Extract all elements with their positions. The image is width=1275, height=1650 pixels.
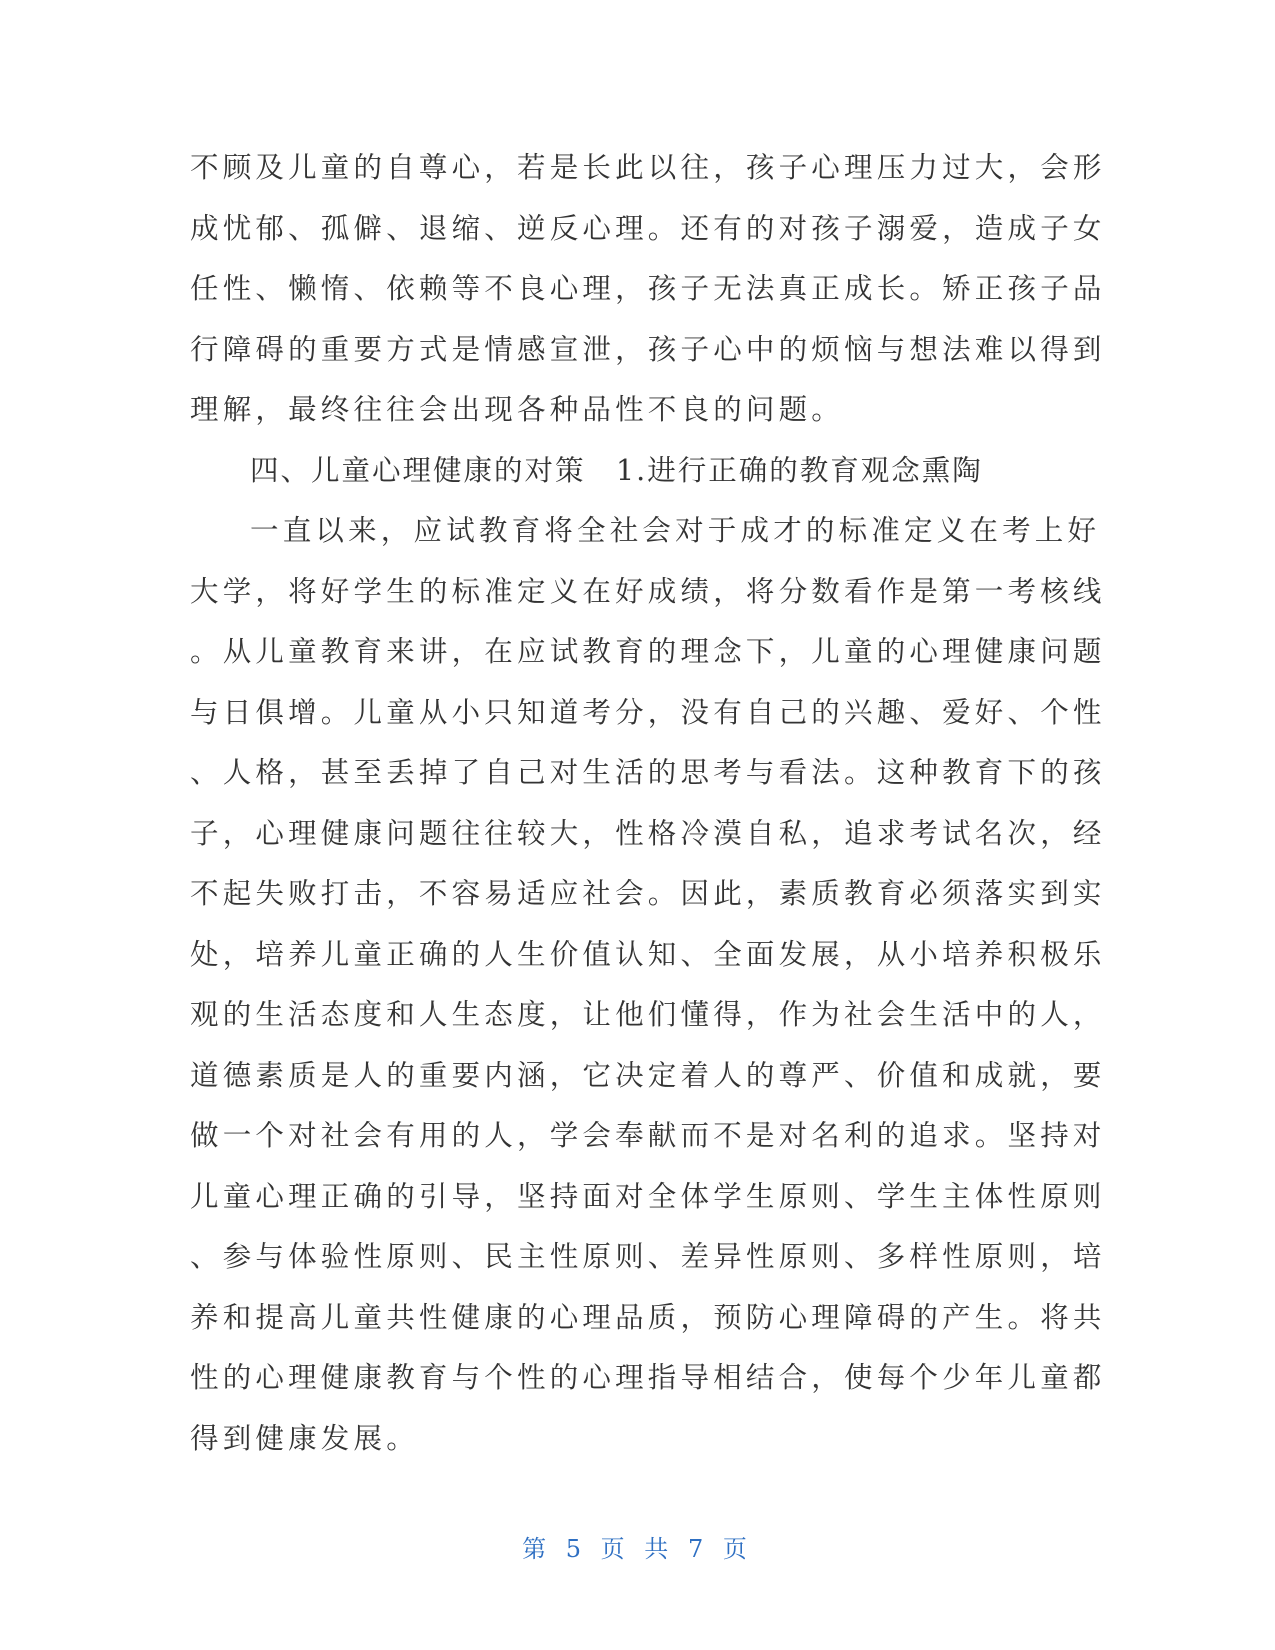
text-line: 行障碍的重要方式是情感宣泄，孩子心中的烦恼与想法难以得到 xyxy=(190,332,1106,366)
text-line: 得到健康发展。 xyxy=(190,1421,419,1455)
text-line: 一直以来，应试教育将全社会对于成才的标准定义在考上好 xyxy=(250,514,1101,547)
text-line: 理解，最终往往会出现各种品性不良的问题。 xyxy=(190,393,845,426)
section-heading: 四、儿童心理健康的对策 1.进行正确的教育观念熏陶 xyxy=(250,453,983,487)
text-line: 大学，将好学生的标准定义在好成绩，将分数看作是第一考核线 xyxy=(190,574,1106,608)
text-line: 成忧郁、孤僻、退缩、逆反心理。还有的对孩子溺爱，造成子女 xyxy=(190,211,1106,245)
text-line: 道德素质是人的重要内涵，它决定着人的尊严、价值和成就，要 xyxy=(190,1058,1106,1092)
text-line: 子，心理健康问题往往较大，性格冷漠自私，追求考试名次，经 xyxy=(190,816,1106,850)
text-line: 任性、懒惰、依赖等不良心理，孩子无法真正成长。矫正孩子品 xyxy=(190,272,1106,305)
text-line: 与日俱增。儿童从小只知道考分，没有自己的兴趣、爱好、个性 xyxy=(190,695,1106,729)
text-line: 性的心理健康教育与个性的心理指导相结合，使每个少年儿童都 xyxy=(190,1361,1106,1394)
text-line: 。从儿童教育来讲，在应试教育的理念下，儿童的心理健康问题 xyxy=(190,635,1106,668)
text-line: 不起失败打击，不容易适应社会。因此，素质教育必须落实到实 xyxy=(190,877,1106,910)
page-number-footer: 第 5 页 共 7 页 xyxy=(522,1535,753,1563)
body-text xyxy=(190,138,1106,1469)
text-line: 、参与体验性原则、民主性原则、差异性原则、多样性原则，培 xyxy=(190,1240,1106,1273)
text-line: 处，培养儿童正确的人生价值认知、全面发展，从小培养积极乐 xyxy=(190,937,1106,971)
text-line: 不顾及儿童的自尊心，若是长此以往，孩子心理压力过大，会形 xyxy=(190,151,1106,184)
text-line: 、人格，甚至丢掉了自己对生活的思考与看法。这种教育下的孩 xyxy=(190,756,1106,789)
text-line: 做一个对社会有用的人，学会奉献而不是对名利的追求。坚持对 xyxy=(190,1119,1106,1152)
text-line: 观的生活态度和人生态度，让他们懂得，作为社会生活中的人， xyxy=(190,998,1106,1031)
text-line: 养和提高儿童共性健康的心理品质，预防心理障碍的产生。将共 xyxy=(190,1300,1106,1334)
text-line: 儿童心理正确的引导，坚持面对全体学生原则、学生主体性原则 xyxy=(190,1179,1106,1213)
